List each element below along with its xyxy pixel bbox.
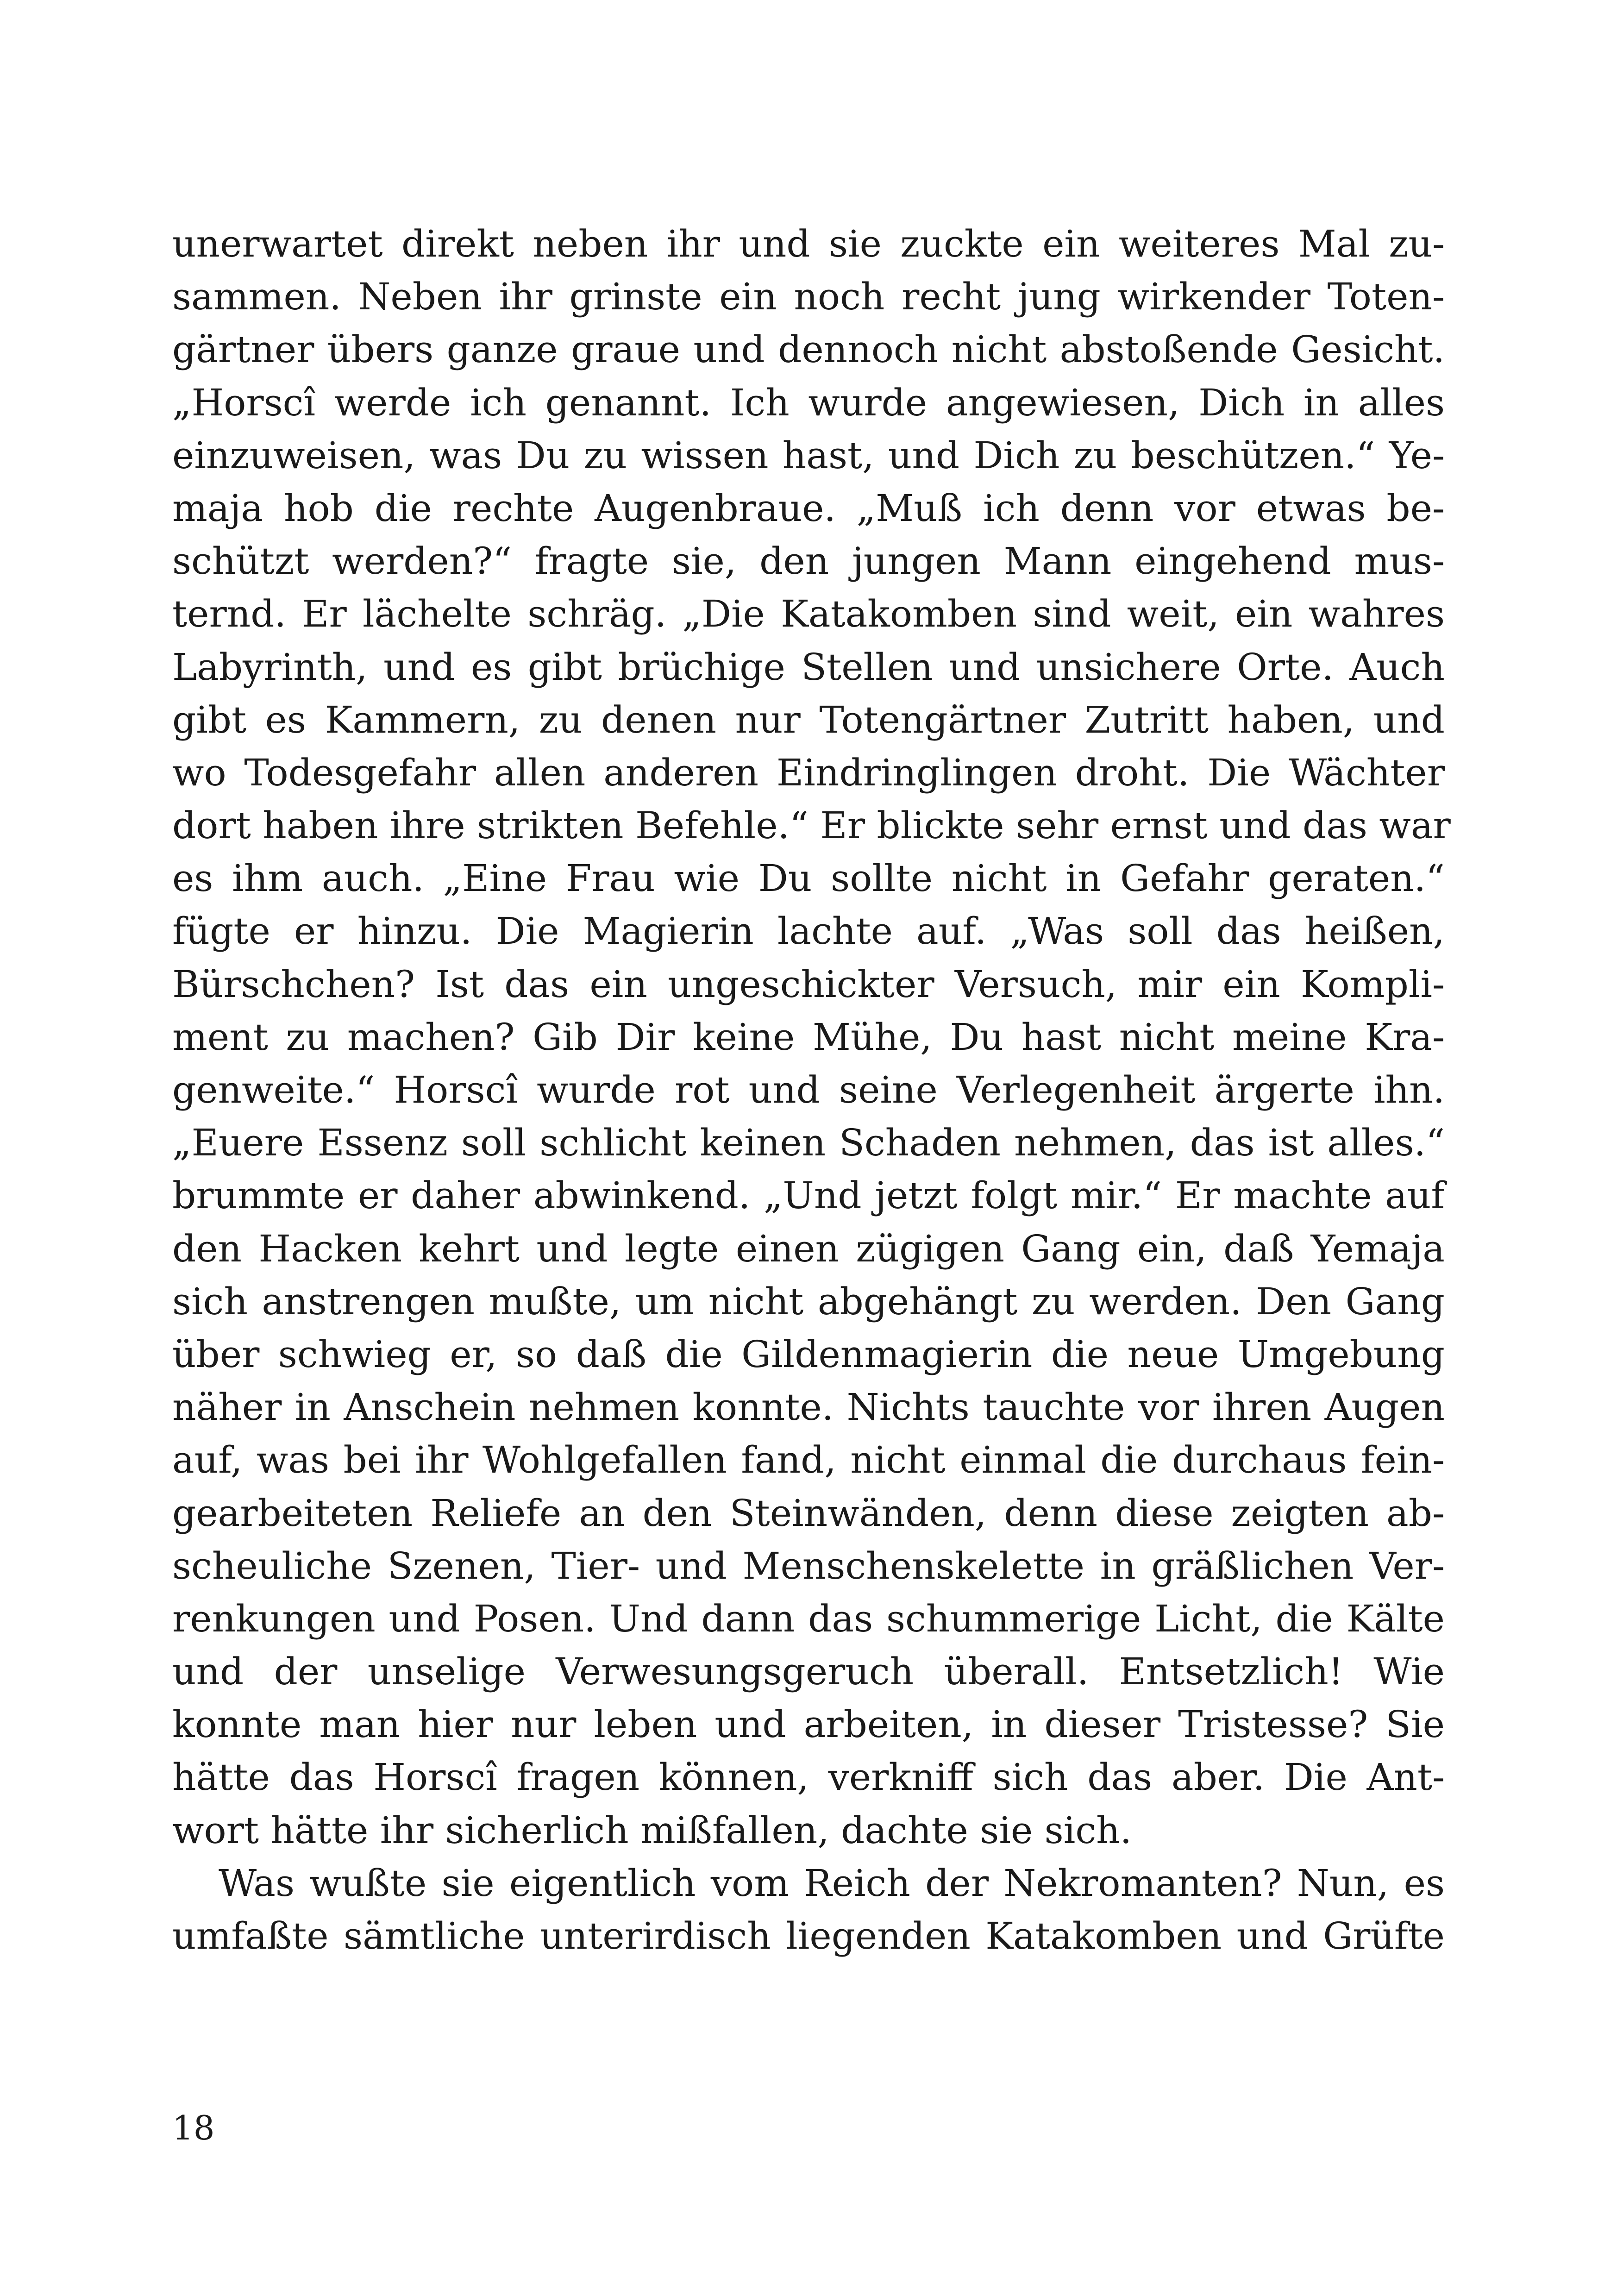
text-line: einzuweisen, was Du zu wissen hast, und Dich zu beschützen.“ Ye- [172,433,1445,477]
text-line: über schwieg er, so daß die Gildenmagierin die neue Umgebung [172,1332,1445,1376]
text-line: konnte man hier nur leben und arbeiten, in dieser Tristesse? Sie [172,1703,1445,1746]
text-line: genweite.“ Horscî wurde rot und seine Verlegenheit ärgerte ihn. [172,1068,1445,1111]
text-line: renkungen und Posen. Und dann das schummerige Licht, die Kälte [172,1597,1445,1640]
body-text [172,218,1451,1963]
text-line: schützt werden?“ fragte sie, den jungen Mann eingehend mus- [172,539,1445,583]
page-number: 18 [172,2108,215,2147]
text-line: maja hob die rechte Augenbraue. „Muß ich denn vor etwas be- [172,486,1445,530]
text-line: wo Todesgefahr allen anderen Eindringlingen droht. Die Wächter [172,751,1445,794]
text-line: näher in Anschein nehmen konnte. Nichts tauchte vor ihren Augen [172,1386,1445,1429]
text-line: wort hätte ihr sicherlich mißfallen, dachte sie sich. [172,1808,1132,1852]
text-line: es ihm auch. „Eine Frau wie Du sollte nicht in Gefahr geraten.“ [172,857,1445,900]
text-line: hätte das Horscî fragen können, verkniff sich das aber. Die Ant- [172,1756,1445,1799]
text-line: gärtner übers ganze graue und dennoch nicht abstoßende Gesicht. [172,328,1445,371]
text-line: dort haben ihre strikten Befehle.“ Er blickte sehr ernst und das war [172,804,1451,847]
text-line: umfaßte sämtliche unterirdisch liegenden Katakomben und Grüfte [172,1914,1445,1957]
text-line: fügte er hinzu. Die Magierin lachte auf. „Was soll das heißen, [172,910,1445,953]
text-line: ment zu machen? Gib Dir keine Mühe, Du hast nicht meine Kra- [172,1015,1445,1059]
text-line: sammen. Neben ihr grinste ein noch recht jung wirkender Toten- [172,275,1445,319]
text-line: auf, was bei ihr Wohlgefallen fand, nicht einmal die durchaus fein- [172,1438,1445,1482]
text-line: sich anstrengen mußte, um nicht abgehängt zu werden. Den Gang [172,1280,1445,1323]
text-line: den Hacken kehrt und legte einen zügigen Gang ein, daß Yemaja [172,1227,1445,1270]
text-line: „Euere Essenz soll schlicht keinen Schaden nehmen, das ist alles.“ [172,1121,1445,1165]
text-line: Bürschchen? Ist das ein ungeschickter Versuch, mir ein Kompli- [172,962,1445,1006]
text-line: und der unselige Verwesungsgeruch überall. Entsetzlich! Wie [172,1650,1445,1694]
text-line: Labyrinth, und es gibt brüchige Stellen und unsichere Orte. Auch [172,645,1445,689]
text-line: Was wußte sie eigentlich vom Reich der Nekromanten? Nun, es [219,1861,1445,1905]
text-line: unerwartet direkt neben ihr und sie zuckte ein weiteres Mal zu- [172,222,1445,265]
text-line: ternd. Er lächelte schräg. „Die Katakomben sind weit, ein wahres [172,592,1445,636]
text-line: „Horscî werde ich genannt. Ich wurde angewiesen, Dich in alles [172,381,1445,424]
text-line: scheuliche Szenen, Tier- und Menschenskelette in gräßlichen Ver- [172,1544,1445,1587]
text-line: gearbeiteten Reliefe an den Steinwänden, denn diese zeigten ab- [172,1491,1445,1535]
text-line: brummte er daher abwinkend. „Und jetzt folgt mir.“ Er machte auf [172,1174,1445,1217]
text-line: gibt es Kammern, zu denen nur Totengärtner Zutritt haben, und [172,698,1445,741]
